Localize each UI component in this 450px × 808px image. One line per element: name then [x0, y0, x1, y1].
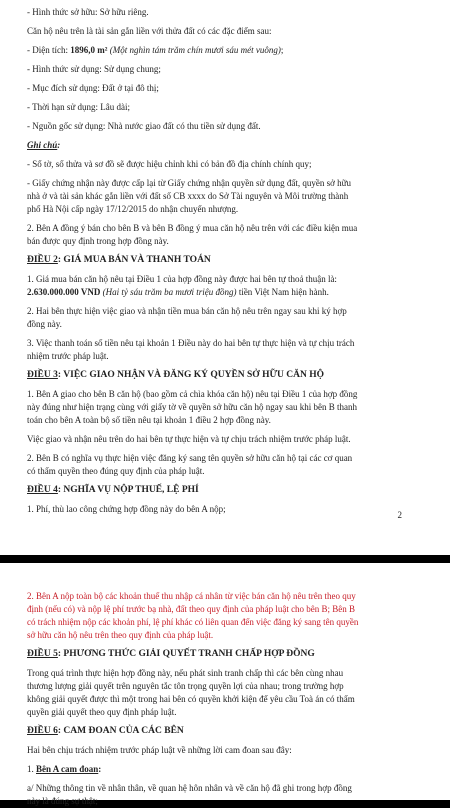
page-number: 2 [397, 510, 402, 520]
land-features-intro: Căn hộ nêu trên là tài sản gắn liền với thửa đất có các đặc điểm sau: [27, 26, 272, 36]
land-area-line: - Diện tích: 1896,0 m² (Một nghìn tám trăm chín mươi sáu mét vuông); [27, 45, 284, 55]
note-1: - Sổ tờ, số thửa và sơ đồ sẽ được hiệu chỉnh khi có bản đồ địa chính chính quy; [27, 159, 312, 169]
usage-term-line: - Thời hạn sử dụng: Lâu dài; [27, 102, 130, 112]
note-2: - Giấy chứng nhận này được cấp lại từ Giấy chứng nhận quyền sử dụng đất, quyền sở hữu nhà ở và tài sản khác gắn liền với đất số CB xxxx do Sở Tài nguyên và Môi trường thành phố Hà Nội cấp ngày 17/12/2015 do nhận chuyển nhượng. [27, 178, 351, 214]
article-4-clause-1: 1. Phí, thù lao công chứng hợp đồng này do bên A nộp; [27, 504, 226, 514]
article-4-clause-2: 2. Bên A nộp toàn bộ các khoản thuế thu nhập cá nhân từ việc bán căn hộ nêu trên theo quy định (nếu có) và nộp lệ phí trước bạ nhà, đất theo quy định của pháp luật cho bên B; Bên B có trách nhiệm nộp các khoản phí, lệ phí khác có liên quan đến việc đăng ký sang tên quyền sở hữu căn hộ nêu trên theo quy định của pháp luật. [27, 591, 359, 640]
ownership-form-line: - Hình thức sở hữu: Sở hữu riêng. [27, 7, 149, 17]
usage-purpose-line: - Mục đích sử dụng: Đất ở tại đô thị; [27, 83, 159, 93]
page-2-content [0, 563, 450, 808]
party-a-commitment-a: a/ Những thông tin về nhân thân, về quan hệ hôn nhân và về căn hộ đã ghi trong hợp đồng này là đúng sự thật; [27, 783, 352, 806]
usage-origin-line: - Nguồn gốc sử dụng: Nhà nước giao đất có thu tiền sử dụng đất. [27, 121, 261, 131]
article-3-clause-2: 2. Bên B có nghĩa vụ thực hiện việc đăng ký sang tên quyền sở hữu căn hộ tại các cơ quan có thẩm quyền theo đúng quy định của pháp luật. [27, 453, 353, 476]
note-heading: Ghi chú: [27, 140, 61, 150]
usage-form-line: - Hình thức sử dụng: Sử dụng chung; [27, 64, 161, 74]
article-1-clause-2: 2. Bên A đồng ý bán cho bên B và bên B đồng ý mua căn hộ nêu trên với các điều kiện mua bán được quy định trong hợp đồng này. [27, 223, 358, 246]
article-3-heading: ĐIỀU 3: VIỆC GIAO NHẬN VÀ ĐĂNG KÝ QUYỀN SỞ HỮU CĂN HỘ [27, 370, 324, 380]
article-2-heading: ĐIỀU 2: GIÁ MUA BÁN VÀ THANH TOÁN [27, 255, 211, 265]
article-2-clause-1: 1. Giá mua bán căn hộ nêu tại Điều 1 của hợp đồng này được hai bên tự thoả thuận là: 2.630.000.000 VND (Hai tỷ sáu trăm ba mươi triệu đồng) tiền Việt Nam hiện hành. [27, 274, 337, 297]
article-5-clause: Trong quá trình thực hiện hợp đồng này, nếu phát sinh tranh chấp thì các bên cùng nhau thương lượng giải quyết trên nguyên tắc tôn trọng quyền lợi của nhau; trong trường hợp không giải quyết được thì một trong hai bên có quyền khởi kiện để yêu cầu Toà án có thẩm quyền giải quyết theo quy định pháp luật. [27, 668, 355, 717]
document-page-2 [0, 563, 450, 806]
article-6-intro: Hai bên chịu trách nhiệm trước pháp luật về những lời cam đoan sau đây: [27, 745, 292, 755]
article-3-delivery-note: Việc giao và nhận nêu trên do hai bên tự thực hiện và tự chịu trách nhiệm trước pháp luật. [27, 434, 351, 444]
party-a-commitment-heading: 1. Bên A cam đoan: [27, 764, 102, 774]
article-4-heading: ĐIỀU 4: NGHĨA VỤ NỘP THUẾ, LỆ PHÍ [27, 485, 199, 495]
article-2-clause-3: 3. Việc thanh toán số tiền nêu tại khoản 1 Điều này do hai bên tự thực hiện và tự chịu trách nhiệm trước pháp luật. [27, 338, 355, 361]
price-value: 2.630.000.000 VND [27, 287, 101, 297]
article-3-clause-1: 1. Bên A giao cho bên B căn hộ (bao gồm cả chìa khóa căn hộ) nêu tại Điều 1 của hợp đồng này đúng như hiện trạng cùng với giấy tờ về quyền sở hữu căn hộ ngay sau khi bên B thanh toán cho bên A toàn bộ số tiền nêu tại khoản 1 điều 2 hợp đồng này. [27, 389, 358, 425]
article-2-clause-2: 2. Hai bên thực hiện việc giao và nhận tiền mua bán căn hộ nêu trên ngay sau khi ký hợp đồng này. [27, 306, 347, 329]
article-6-heading: ĐIỀU 6: CAM ĐOAN CỦA CÁC BÊN [27, 726, 184, 736]
article-5-heading: ĐIỀU 5: PHƯƠNG THỨC GIẢI QUYẾT TRANH CHẤP HỢP ĐỒNG [27, 649, 315, 659]
